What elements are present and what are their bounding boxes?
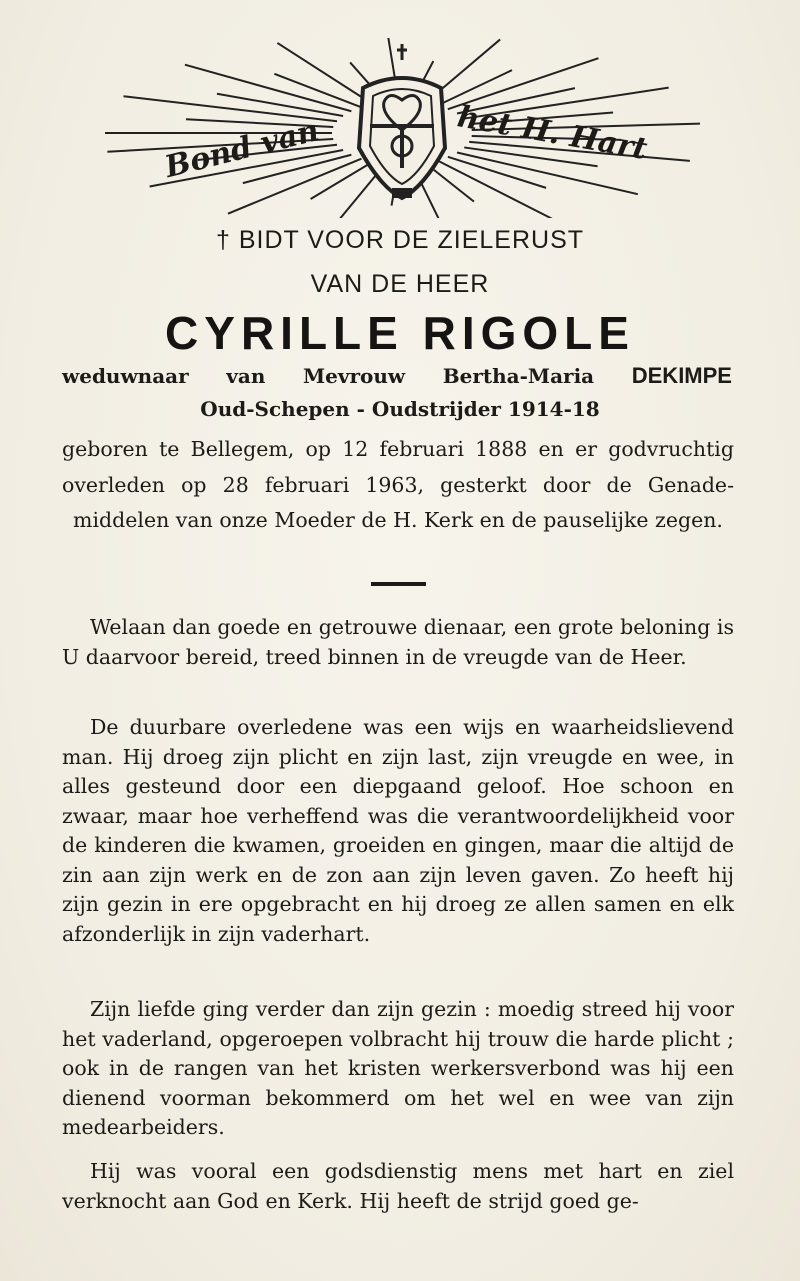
widower-line [62, 363, 732, 389]
paragraph-3: Zijn liefde ging verder dan zijn gezin : moedig streed hij voor het vaderland, opgeroepen volbracht hij trouw die harde plicht ; ook in de rangen van het kristen werkersverbond was hij een dienend voorman bekommerd om het wel en wee van zijn medearbeiders. [62, 997, 734, 1139]
emblem-ray [437, 160, 552, 218]
paragraph-2: De duurbare overledene was een wijs en waarheidslievend man. Hij droeg zijn plicht en zijn last, zijn vreugde en wee, in alles gesteund door een diepgaand geloof. Hoe schoon en zwaar, maar hoe verheffend was die verantwoordelijkheid voor de kinderen die kwamen, groeiden en gingen, maar die altijd de zin aan zijn werk en de zon aan zijn leven gaven. Zo heeft hij zijn gezin in ere opgebracht en hij droeg ze allen samen en elk afzonderlijk in zijn vaderhart. [62, 715, 734, 946]
widower-prefix: weduwnaar van Mevrouw Bertha-Maria [62, 364, 595, 388]
sacred-heart-emblem-icon [105, 38, 700, 218]
emblem-ray [217, 94, 343, 116]
spouse-surname: DEKIMPE [631, 363, 732, 388]
birth-death-text: geboren te Bellegem, op 12 februari 1888 en er godvruchtig overleden op 28 februari 1963, gesterkt door de Genade-middelen van onze Moeder de H. Kerk en de pauselijke zegen. [62, 437, 734, 532]
emblem-ray [228, 159, 361, 214]
deceased-name: CYRILLE RIGOLE [165, 307, 635, 359]
paragraph-4: Hij was vooral een godsdienstig mens met hart en ziel verknocht aan God en Kerk. Hij heeft de strijd goed ge- [62, 1159, 734, 1213]
emblem-banner-right: het H. Hart [454, 99, 650, 168]
titles-line: Oud-Schepen - Oudstrijder 1914-18 [200, 397, 600, 421]
honorific-line: VAN DE HEER [310, 270, 490, 298]
prayer-heading: † BIDT VOOR DE ZIELERUST [215, 226, 585, 254]
emblem-banner-left: Bond van [161, 113, 323, 186]
paragraph-1: Welaan dan goede en getrouwe dienaar, een grote beloning is U daarvoor bereid, treed binnen in de vreugde van de Heer. [62, 615, 734, 669]
divider [371, 582, 426, 586]
emblem-ray [185, 65, 351, 112]
